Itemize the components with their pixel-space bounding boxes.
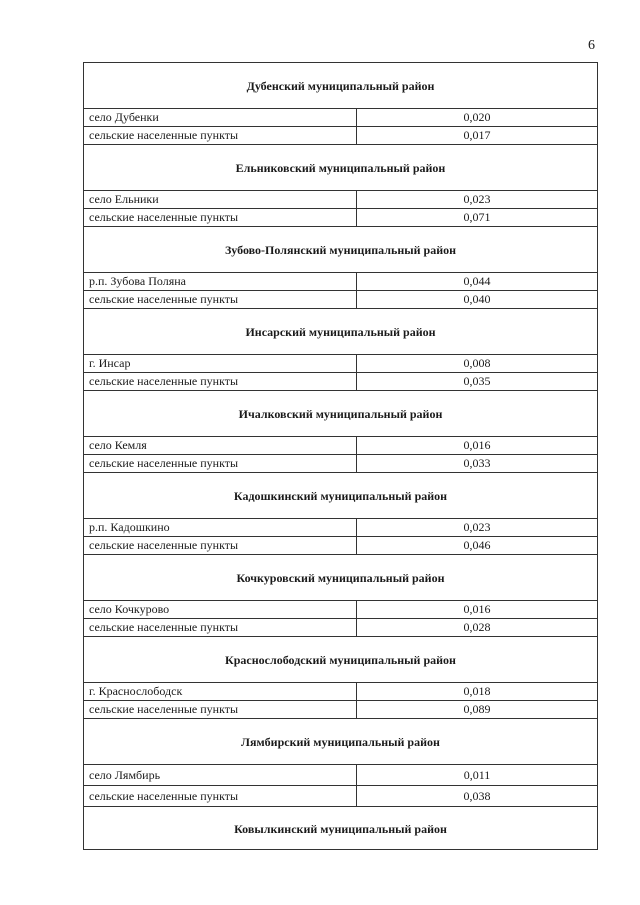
district-header-row	[84, 555, 598, 601]
table-row	[84, 619, 598, 637]
table-row	[84, 437, 598, 455]
settlement-label: село Кочкурово	[84, 601, 357, 619]
settlement-label: р.п. Кадошкино	[84, 519, 357, 537]
settlement-label: сельские населенные пункты	[84, 373, 357, 391]
table-row	[84, 273, 598, 291]
page-number: 6	[588, 38, 595, 53]
table-row	[84, 765, 598, 786]
table-row	[84, 683, 598, 701]
table-row	[84, 291, 598, 309]
district-header-row	[84, 227, 598, 273]
coefficient-value: 0,023	[357, 519, 598, 537]
settlement-label: сельские населенные пункты	[84, 786, 357, 807]
settlement-label: сельские населенные пункты	[84, 291, 357, 309]
coefficient-value: 0,018	[357, 683, 598, 701]
district-name: Инсарский муниципальный район	[84, 309, 598, 355]
settlement-label: сельские населенные пункты	[84, 537, 357, 555]
coefficient-value: 0,017	[357, 127, 598, 145]
table-row	[84, 355, 598, 373]
coefficient-value: 0,016	[357, 437, 598, 455]
settlement-label: село Кемля	[84, 437, 357, 455]
table-row	[84, 601, 598, 619]
district-header-row	[84, 637, 598, 683]
district-name: Зубово-Полянский муниципальный район	[84, 227, 598, 273]
table-row	[84, 109, 598, 127]
settlement-label: село Дубенки	[84, 109, 357, 127]
district-header-row	[84, 145, 598, 191]
table-row	[84, 191, 598, 209]
coefficient-value: 0,038	[357, 786, 598, 807]
coefficient-value: 0,023	[357, 191, 598, 209]
settlement-label: сельские населенные пункты	[84, 127, 357, 145]
coefficient-value: 0,089	[357, 701, 598, 719]
district-name: Лямбирский муниципальный район	[84, 719, 598, 765]
district-header-row	[84, 309, 598, 355]
coefficient-value: 0,020	[357, 109, 598, 127]
coefficient-value: 0,071	[357, 209, 598, 227]
coefficient-value: 0,035	[357, 373, 598, 391]
table-row	[84, 209, 598, 227]
settlement-label: село Лямбирь	[84, 765, 357, 786]
table-row	[84, 455, 598, 473]
coefficient-value: 0,028	[357, 619, 598, 637]
district-name: Ковылкинский муниципальный район	[84, 807, 598, 850]
settlement-label: сельские населенные пункты	[84, 209, 357, 227]
coefficient-value: 0,046	[357, 537, 598, 555]
district-header-row	[84, 63, 598, 109]
coefficient-value: 0,016	[357, 601, 598, 619]
district-name: Ельниковский муниципальный район	[84, 145, 598, 191]
settlement-label: сельские населенные пункты	[84, 619, 357, 637]
settlement-label: сельские населенные пункты	[84, 701, 357, 719]
district-coefficients-table	[83, 62, 598, 850]
table-row	[84, 537, 598, 555]
table-row	[84, 127, 598, 145]
district-name: Краснослободский муниципальный район	[84, 637, 598, 683]
settlement-label: сельские населенные пункты	[84, 455, 357, 473]
table-body	[84, 63, 598, 850]
table-row	[84, 519, 598, 537]
table-row	[84, 786, 598, 807]
coefficient-value: 0,040	[357, 291, 598, 309]
district-header-row	[84, 473, 598, 519]
settlement-label: село Ельники	[84, 191, 357, 209]
table-row	[84, 373, 598, 391]
district-header-row	[84, 807, 598, 850]
settlement-label: р.п. Зубова Поляна	[84, 273, 357, 291]
settlement-label: г. Инсар	[84, 355, 357, 373]
settlement-label: г. Краснослободск	[84, 683, 357, 701]
table-row	[84, 701, 598, 719]
coefficient-value: 0,033	[357, 455, 598, 473]
district-name: Кадошкинский муниципальный район	[84, 473, 598, 519]
coefficient-value: 0,011	[357, 765, 598, 786]
district-header-row	[84, 719, 598, 765]
coefficient-value: 0,044	[357, 273, 598, 291]
district-name: Кочкуровский муниципальный район	[84, 555, 598, 601]
district-name: Ичалковский муниципальный район	[84, 391, 598, 437]
coefficient-value: 0,008	[357, 355, 598, 373]
district-header-row	[84, 391, 598, 437]
district-name: Дубенский муниципальный район	[84, 63, 598, 109]
